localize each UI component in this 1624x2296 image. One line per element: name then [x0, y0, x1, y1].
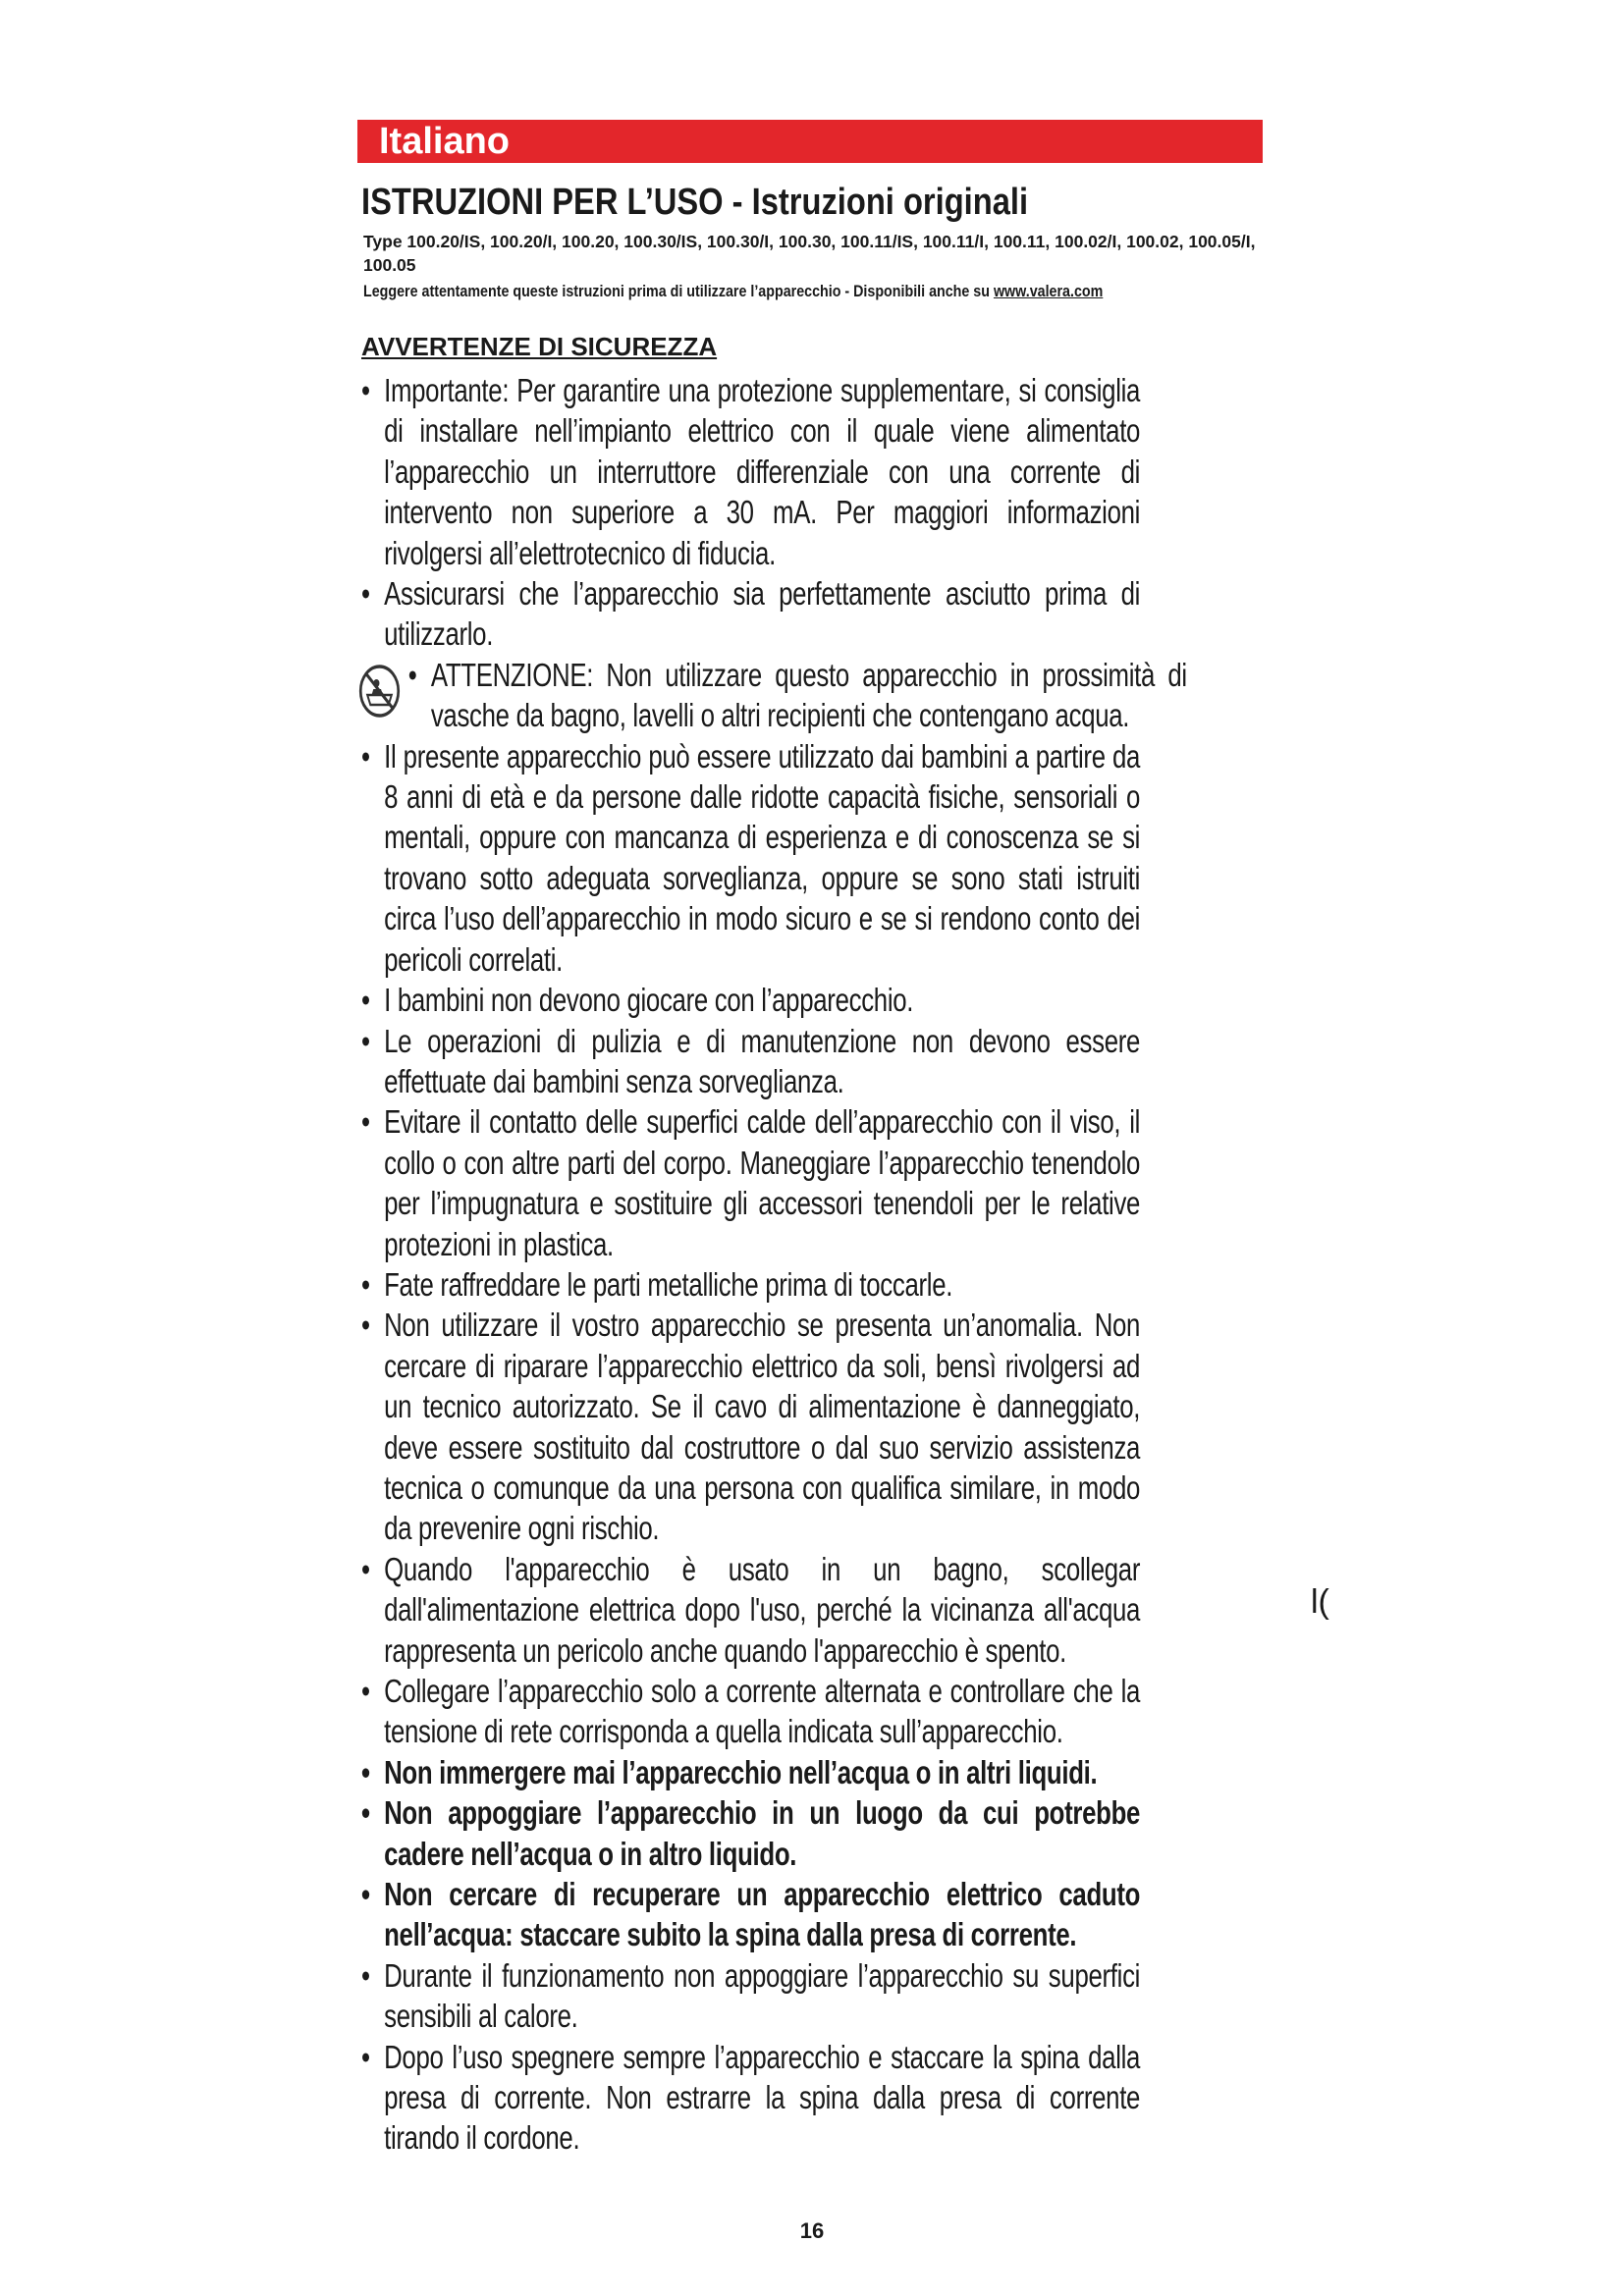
list-item [361, 2038, 1140, 2160]
list-item [361, 1022, 1140, 1103]
list-item-bold [361, 1793, 1140, 1875]
item-text: I bambini non devono giocare con l’apparecchio. [384, 983, 914, 1020]
item-text: Fate raffreddare le parti metalliche prima di toccarle. [384, 1266, 953, 1304]
page-number: 16 [799, 2218, 825, 2243]
list-item [361, 981, 1140, 1021]
item-text: Le operazioni di pulizia e di manutenzione non devono essere effettuate dai bambini senza sorveglianza. [384, 1023, 1141, 1100]
list-item-bold [361, 1753, 1140, 1793]
bullet: • [361, 1023, 370, 1060]
list-item [361, 1306, 1140, 1549]
margin-fragment: l( [1311, 1583, 1329, 1621]
item-text: Importante: Per garantire una protezione supplementare, si consiglia di installare nell’impianto elettrico con il quale viene alimentato l’apparecchio un interruttore differenziale con una corrente di intervento non superiore a 30 mA. Per maggiori informazioni rivolgersi all’elettrotecnico di fiducia. [384, 373, 1141, 572]
item-text: Il presente apparecchio può essere utilizzato dai bambini a partire da 8 anni di età e da persone dalle ridotte capacità fisiche, sensoriali o mentali, oppure con mancanza di esperienza e di conoscenza se si trovano sotto adeguata sorveglianza, oppure se sono stati istruiti circa l’uso dell’apparecchio in modo sicuro e se si rendono conto dei pericoli correlati. [384, 738, 1141, 979]
read-note-text: Leggere attentamente queste istruzioni prima di utilizzare l’apparecchio - Disponibili anche su [363, 282, 994, 300]
language-banner [357, 120, 1263, 163]
bullet: • [361, 1551, 370, 1588]
item-text: Non immergere mai l’apparecchio nell’acqua o in altri liquidi. [384, 1754, 1098, 1791]
item-text: Quando l'apparecchio è usato in un bagno, scollegar dall'alimentazione elettrica dopo l'uso, perché la vicinanza all'acqua rappresenta un pericolo anche quando l'apparecchio è spento. [384, 1551, 1141, 1670]
read-instructions-note [363, 281, 1103, 302]
bullet: • [361, 1104, 370, 1142]
language-label: Italiano [379, 121, 511, 162]
bullet: • [361, 1266, 370, 1304]
item-text: Non cercare di recuperare un apparecchio elettrico caduto nell’acqua: staccare subito la spina dalla presa di corrente. [384, 1877, 1141, 1954]
list-item [361, 574, 1140, 656]
website-link[interactable]: www.valera.com [993, 282, 1104, 300]
item-text: Evitare il contatto delle superfici calde dell’apparecchio con il viso, il collo o con altre parti del corpo. Maneggiare l’apparecchio tenendolo per l’impugnatura e sostituire gli accessori tenendoli per le relative protezioni in plastica. [384, 1104, 1141, 1263]
item-text: Non utilizzare il vostro apparecchio se presenta un’anomalia. Non cercare di riparare l’apparecchio elettrico da soli, bensì rivolgersi ad un tecnico autorizzato. Se il cavo di alimentazione è danneggiato, deve essere sostituito dal costruttore o dal suo servizio assistenza tecnica o comunque da una persona con qualifica similare, in modo da prevenire ogni rischio. [384, 1308, 1141, 1548]
bullet: • [361, 1754, 370, 1791]
item-text: Collegare l’apparecchio solo a corrente alternata e controllare che la tensione di rete corrisponda a quella indicata sull’apparecchio. [384, 1674, 1141, 1751]
list-item [361, 371, 1140, 574]
bullet: • [361, 373, 370, 409]
bullet: • [361, 1674, 370, 1710]
list-item [361, 1265, 1140, 1306]
item-text: Assicurarsi che l’apparecchio sia perfettamente asciutto prima di utilizzarlo. [384, 576, 1141, 654]
list-item [361, 1550, 1140, 1672]
bullet: • [361, 1308, 370, 1345]
bullet: • [361, 2039, 370, 2076]
item-text: Non appoggiare l’apparecchio in un luogo da cui potrebbe cadere nell’acqua o in altro liquido. [384, 1795, 1141, 1873]
list-item [361, 1102, 1140, 1265]
bullet: • [361, 1795, 370, 1833]
list-item-warning [361, 656, 1187, 737]
bullet: • [361, 576, 370, 614]
bullet: • [361, 983, 370, 1020]
list-item [361, 737, 1140, 981]
no-bath-water-icon [358, 664, 401, 719]
item-text: ATTENZIONE: Non utilizzare questo apparecchio in prossimità di vasche da bagno, lavelli o altri recipienti che contengano acqua. [430, 657, 1187, 735]
list-item [361, 1956, 1140, 2038]
section-heading: AVVERTENZE DI SICUREZZA [361, 332, 718, 361]
model-list: Type 100.20/IS, 100.20/I, 100.20, 100.30/IS, 100.30/I, 100.30, 100.11/IS, 100.11/I, 100.11, 100.02/I, 100.02, 100.05/I, 100.05 [363, 232, 1256, 275]
bullet: • [361, 1877, 370, 1914]
list-item-bold [361, 1875, 1140, 1956]
bullet: • [361, 738, 370, 775]
list-item [361, 1672, 1140, 1753]
item-text: Dopo l’uso spegnere sempre l’apparecchio e staccare la spina dalla presa di corrente. Non estrarre la spina dalla presa di corrente tirando il cordone. [384, 2039, 1141, 2158]
page-title: ISTRUZIONI PER L’USO - Istruzioni originali [361, 182, 1029, 223]
item-text: Durante il funzionamento non appoggiare l’apparecchio su superfici sensibili al calore. [384, 1957, 1141, 2036]
safety-warning-list [361, 371, 1363, 2160]
bullet: • [407, 657, 417, 694]
bullet: • [361, 1957, 370, 1995]
